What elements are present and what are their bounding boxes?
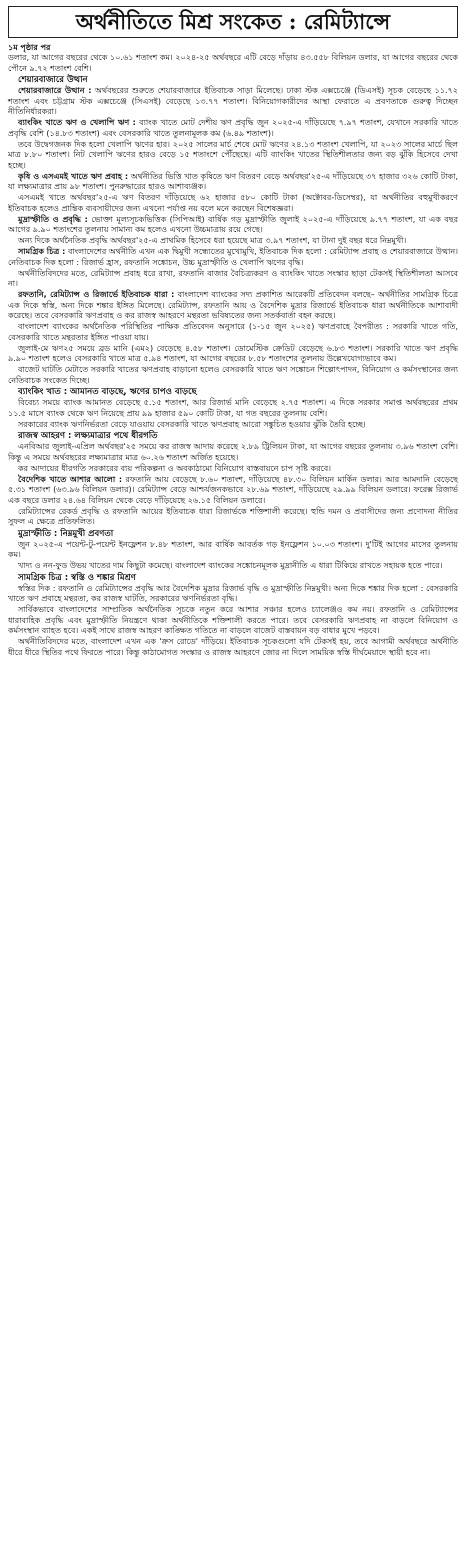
paragraph	[8, 420, 458, 431]
paragraph-text: স্বস্তির দিক : রফতানি ও রেমিট্যান্সের প্রবৃদ্ধি আর বৈদেশিক মুদ্রার রিজার্ভ বৃদ্ধি ও মুদ্রাস্ফীতি নিম্নমুখী। অন্য দিকে শঙ্কার দিক হলো : বেসরকারি খাতে ঋণ প্রবাহে মন্থরতা, কর রাজস্ব ঘাটতি, সরকারের ঋণনির্ভরতা বৃদ্ধি।	[8, 583, 458, 603]
paragraph-text: বাজেট ঘাটতি মেটাতে সরকারি খাতের ঋণপ্রবাহ বাড়ানো হলেও বেসরকারি খাতে ঋণ সঙ্কোচন শিল্পোৎপাদন, বিনিয়োগ ও কর্মসংস্থানের জন্য নেতিবাচক সংকেত দিচ্ছে।	[8, 365, 458, 385]
section-heading: রাজস্ব আহরণ : লক্ষ্যমাত্রার পথে ধীরগতি	[18, 431, 158, 441]
paragraph	[8, 637, 458, 658]
paragraph-text: অর্থনীতিবিদদের মতে, বাংলাদেশ এখন এক 'ক্রস রোডে' দাঁড়িয়ে। ইতিবাচক সূচকগুলো যদি টেকসই হয়, তবে আগামী অর্থবছরে অর্থনীতি ধীরে ধীরে স্থিতির পথে ফিরতে পারে। কিন্তু কাঠামোগত সংস্কার ও রাজস্ব আহরণে জোর না দিলে সাময়িক স্বস্তি দীর্ঘমেয়াদে স্থায়ী হবে না।	[8, 637, 458, 657]
paragraph-text: অর্থনীতিবিদদের মতে, রেমিট্যান্স প্রবাহ ধরে রাখা, রফতানি বাজার বৈচিত্র্যকরণ ও ব্যাংকিং খাতে সংস্কার ছাড়া টেকসই স্থিতিশীলতা আসবে না।	[8, 268, 458, 288]
paragraph	[8, 464, 458, 475]
section-heading: সামগ্রিক চিত্র : স্বস্তি ও শঙ্কার মিশ্রণ	[18, 572, 136, 583]
paragraph-text: বাংলাদেশের অর্থনীতি এখন এক দ্বিমুখী সন্ধ্যেতের মুখোমুখি, ইতিবাচক দিক হলো : রেমিট্যান্স প্রবাহ ও শেয়ারবাজারে উত্থান। নেতিবাচক দিক হলো : রিজার্ভ হ্রাস, রফতানি সঙ্কোচন, উচ্চ মুদ্রাস্ফীতি ও খেলাপি ঋণের বৃদ্ধি।	[8, 247, 458, 267]
paragraph-lead: শেয়ারবাজারে উত্থান :	[18, 86, 92, 95]
paragraph	[8, 215, 458, 236]
article-body	[8, 53, 458, 658]
paragraph	[8, 475, 458, 507]
paragraph	[8, 172, 458, 193]
paragraph-text: এনবিআর জুলাই-এপ্রিল অর্থবছর'২৫ সময়ে কর রাজস্ব আদায় করেছে ২.৮৯ ট্রিলিয়ন টাকা, যা আগের বছরের তুলনায় ৩.৯৬ শতাংশ বেশি। কিন্তু এ সময়ে অর্থবছরের লক্ষ্যমাত্রার মাত্র ৬০.২৬ শতাংশ অর্জিত হয়েছে।	[8, 442, 458, 462]
paragraph	[8, 86, 458, 118]
paragraph-text: জুন ২০২৫-এ পয়েন্ট-টু-পয়েন্ট ইনফ্লেশন ৮.৪৮ শতাংশ, আর বার্ষিক আবর্তক গড় ইনফ্লেশন ১০.০৩ শতাংশ। দু'টিই আগের মাসের তুলনায় কম।	[8, 539, 458, 559]
paragraph	[8, 507, 458, 528]
paragraph-text: সার্বিকভাবে বাংলাদেশের সাম্প্রতিক অর্থনৈতিক সূচকে নতুন করে আশার সঞ্চার হলেও চ্যালেঞ্জও কম নয়। রফতানি ও রেমিট্যান্সের ধারাবাহিক প্রবৃদ্ধি এবং মুদ্রাস্ফীতি নিয়ন্ত্রণে থাকা অর্থনীতিকে শক্তিশালী করতে পারে। তবে বেসরকারি ঋণপ্রবাহ না বাড়লে বিনিয়োগ ও কর্মসংস্থান ব্যাহত হবে। একই সাথে রাজস্ব আহরণ কাঙ্ক্ষিত গতিতে না বাড়লে বাজেট বাস্তবায়ন বড় বাধার মুখে পড়বে।	[8, 605, 458, 635]
paragraph-text: অর্থনীতির ভিত্তি খাত কৃষিতে ঋণ বিতরণ বেড়ে অর্থবছর'২৫-এ দাঁড়িয়েছে ৩৭ হাজার ৩২৬ কোটি টাকা, যা লক্ষ্যমাত্রার প্রায় ৯৮ শতাংশ। পুনরুদ্ধারের হারও আশাব্যঞ্জক।	[8, 171, 458, 191]
paragraph	[8, 561, 458, 572]
paragraph	[8, 193, 458, 214]
paragraph-text: তবে উদ্বেগজনক দিক হলো খেলাপি ঋণের হার। ২০২৫ সালের মার্চ শেষে মোট ঋণের ২৪.১৩ শতাংশ খেলাপি, যা ২০২৩ সালের মার্চে ছিল মাত্র ৮.৮০ শতাংশ। নিট খেলাপি ঋণের হারও বেড়ে ১৫ শতাংশে পৌঁছেছে। এটি ব্যাংকিং খাতের স্থিতিশীলতার জন্য বড় ঝুঁকি হিসেবে দেখা হচ্ছে।	[8, 139, 458, 170]
paragraph-lead: কৃষি ও এসএমই খাতে ঋণ প্রবাহ :	[18, 171, 129, 181]
paragraph-lead: সামগ্রিক চিত্র :	[18, 247, 66, 256]
paragraph-text: জুলাই-মে ঋণ২৫ সময়ে ব্রড মানি (এম২) বেড়েছে ৪.৫৮ শতাংশ। ডোমেস্টিক ক্রেডিট বেড়েছে ৬.৮৩ শতাংশ। সরকারি খাতে ঋণ প্রবৃদ্ধি ৯.৯০ শতাংশ হলেও বেসরকারি খাতে মাত্র ৫.৯৪ শতাংশ, যা আগের বছরের ৮.৫৮ শতাংশের তুলনায় উল্লেখযোগ্যভাবে কম।	[8, 343, 458, 363]
paragraph-text: রেমিট্যান্সের রেকর্ড প্রবৃদ্ধি ও রফতানি আয়ের ইতিবাচক ধারা রিজার্ভকে শক্তিশালী করেছে। হুন্ডি দমন ও প্রবাসীদের জন্য প্রণোদনা নীতির সুফল এ ক্ষেত্রে প্রতিফলিত।	[8, 506, 458, 526]
paragraph	[8, 398, 458, 419]
paragraph	[8, 53, 458, 74]
paragraph-lead: রফতানি, রেমিট্যান্স ও রিজার্ভে ইতিবাচক ধারা :	[18, 290, 175, 299]
paragraph-text: কর আদায়ের ধীরগতি সরকারের ব্যয় পরিকল্পনা ও অবকাঠামো বিনিয়োগ বাস্তবায়নে চাপ সৃষ্টি করবে।	[18, 463, 332, 473]
paragraph	[8, 118, 458, 139]
paragraph-text: ডলার, যা আগের বছরের থেকে ১০.৬১ শতাংশ কম। ২০২৪-২৫ অর্থবছরে এটি বেড়ে দাঁড়ায় ৪৩.৫৫৮ বিলিয়ন ডলার, যা আগের বছরের থেকে পৌনে ৯.৭২ শতাংশ বেশি।	[8, 53, 458, 73]
paragraph-text: বিবেচ্য সময়ে ব্যাংক আমানত বেড়েছে ৫.১৫ শতাংশ, আর রিজার্ভ মানি বেড়েছে ২.৭৫ শতাংশ। এ দিকে সরকার সমাপ্ত অর্থবছরের প্রথম ১১.৫ মাসে ব্যাংক থেকে ঋণ নিয়েছে প্রায় ৯৯ হাজার ৫৯০ কোটি টাকা, যা গত বছরের তুলনায় বেশি।	[8, 398, 458, 418]
section-heading: ব্যাংকিং খাত : আমানত বাড়ছে, ঋণের চাপও বাড়ছে	[18, 387, 197, 397]
paragraph	[8, 290, 458, 322]
section-heading: শেয়ারবাজারে উত্থান	[18, 75, 88, 85]
paragraph	[8, 344, 458, 365]
paragraph	[8, 442, 458, 463]
paragraph	[8, 365, 458, 386]
paragraph-lead: বৈদেশিক খাতে আশার আলো :	[18, 474, 123, 484]
paragraph-text: বাংলাদেশ ব্যাংকের সদ্য প্রকাশিত আরেকটি প্রতিবেদন বলছে– অর্থনীতির সামগ্রিক চিত্রে এক দিকে স্বস্তি, অন্য দিকে শঙ্কার ইঙ্গিত মিলেছে। রেমিট্যান্স, রফতানি আয় ও বৈদেশিক মুদ্রার রিজার্ভে ইতিবাচক ধারা অর্থনীতিকে আশাবাদী করেছে। তবে বেসরকারি ঋণপ্রবাহ ও কর রাজস্ব আহরণে মন্থরতা ভবিষ্যতের জন্য সতর্কবার্তা বহন করছে।	[8, 290, 458, 320]
paragraph-text: অন্য দিকে অর্থনৈতিক প্রবৃদ্ধি অর্থবছর'২৫-এ প্রাথমিক হিসেবে ধরা হয়েছে মাত্র ৩.৯৭ শতাংশ, যা টানা দুই বছর ধরে নিম্নমুখী।	[18, 236, 407, 245]
headline: অর্থনীতিতে মিশ্র সংকেত : রেমিট্যান্সে	[8, 6, 458, 38]
paragraph	[8, 584, 458, 605]
paragraph-text: রফতানি আয় বেড়েছে ৮.৬০ শতাংশ, দাঁড়িয়েছে ৪৮.৩০ বিলিয়ন মার্কিন ডলার। আর আমদানি বেড়েছে ৫.৩১ শতাংশ (৬৩.৯৬ বিলিয়ন ডলার)। রেমিট্যান্স বেড়ে আশ্চর্যজনকভাবে ২৮.৬৯ শতাংশ, দাঁড়িয়েছে ২৯.৯৯ বিলিয়ন ডলারে। ফরেক্স রিজার্ভ এক বছরে ডলার ২৪.৬৪ বিলিয়ন থেকে বেড়ে দাঁড়িয়েছে ২৬.১৫ বিলিয়ন ডলারে।	[8, 474, 459, 505]
paragraph	[8, 605, 458, 637]
paragraph	[8, 540, 458, 561]
paragraph-text: ভোক্তা মূল্যসূচকভিত্তিক (সিপিআই) বার্ষিক গড় মুদ্রাস্ফীতি জুলাই ২০২৫-এ দাঁড়িয়েছে ৯.৭৭ শতাংশ, যা এক বছর আগের ৯.৯০ শতাংশের তুলনায় সামান্য কম হলেও এখনো উচ্চমাত্রায় রয়ে গেছে।	[8, 214, 459, 234]
paragraph-text: বাংলাদেশ ব্যাংকের অর্থনৈতিক পরিস্থিতির পাক্ষিক প্রতিবেদন অনুসারে (১-১৫ জুন ২০২৫) ঋণপ্রবাহে বৈপরীত্য : সরকারি খাতে গতি, বেসরকারি খাতে মন্থরতার ইঙ্গিত পাওয়া যায়।	[8, 322, 458, 342]
paragraph	[8, 140, 458, 172]
paragraph-text: সরকারের ব্যাংক ঋণনির্ভরতা বেড়ে যাওয়ায় বেসরকারি খাতে ঋণপ্রবাহ আরো সঙ্কুচিত হওয়ার ঝুঁকি তৈরি হচ্ছে।	[18, 419, 366, 429]
paragraph	[8, 322, 458, 343]
paragraph-text: এসএমই খাতে অর্থবছর'২৫-এ ঋণ বিতরণ দাঁড়িয়েছে ৬২ হাজার ৫৮০ কোটি টাকা (অক্টোবর-ডিসেম্বর), যা অর্থনীতির বহুমুখীকরণে ইতিবাচক হলেও প্রান্তিক ব্যবসায়ীদের জন্য এখনো পর্যাপ্ত নয় বলে মনে করছেন বিশেষজ্ঞরা।	[8, 193, 458, 213]
paragraph-lead: মুদ্রাস্ফীতি ও প্রবৃদ্ধি :	[18, 214, 88, 224]
paragraph	[8, 236, 458, 247]
paragraph-lead: ব্যাংকিং খাতে ঋণ ও খেলাপি ঋণ :	[18, 118, 136, 127]
paragraph-text: খাদ্য ও নন-ফুড উভয় খাতের দাম কিছুটা কমেছে। বাংলাদেশ ব্যাংকের সঙ্কোচনমূলক মুদ্রানীতি এ ধারা টিকিয়ে রাখতে সহায়ক হতে পারে।	[18, 561, 443, 570]
paragraph	[8, 247, 458, 268]
paragraph-text: ব্যাংক খাতে মোট দেশীয় ঋণ প্রবৃদ্ধি জুন ২০২৫-এ দাঁড়িয়েছে ৭.৯৭ শতাংশ, যেখানে সরকারি খাতে প্রবৃদ্ধি বেশি (১৪.৮৩ শতাংশ) এবং বেসরকারি খাতে তুলনামূলক কম (৬.৪৯ শতাংশ)।	[8, 118, 458, 138]
continued-from-label: ১ম পৃষ্ঠার পর	[8, 43, 51, 52]
paragraph-text: অর্থবছরের শুরুতে শেয়ারবাজারে ইতিবাচক সাড়া মিলেছে। ঢাকা স্টক এক্সচেঞ্জে (ডিএসই) সূচক বেড়েছে ১১.৭২ শতাংশ এবং চট্টগ্রাম স্টক এক্সচেঞ্জে (সিএসই) বেড়েছে ১৩.৭৭ শতাংশ। বিনিয়োগকারীদের আস্থা ফেরাতে এ প্রবণতাকে গুরুত্ব দিচ্ছেন নীতিনির্ধারকরা।	[8, 86, 458, 116]
paragraph	[8, 269, 458, 290]
section-heading: মুদ্রাস্ফীতি : নিম্নমুখী প্রবণতা	[18, 528, 114, 539]
